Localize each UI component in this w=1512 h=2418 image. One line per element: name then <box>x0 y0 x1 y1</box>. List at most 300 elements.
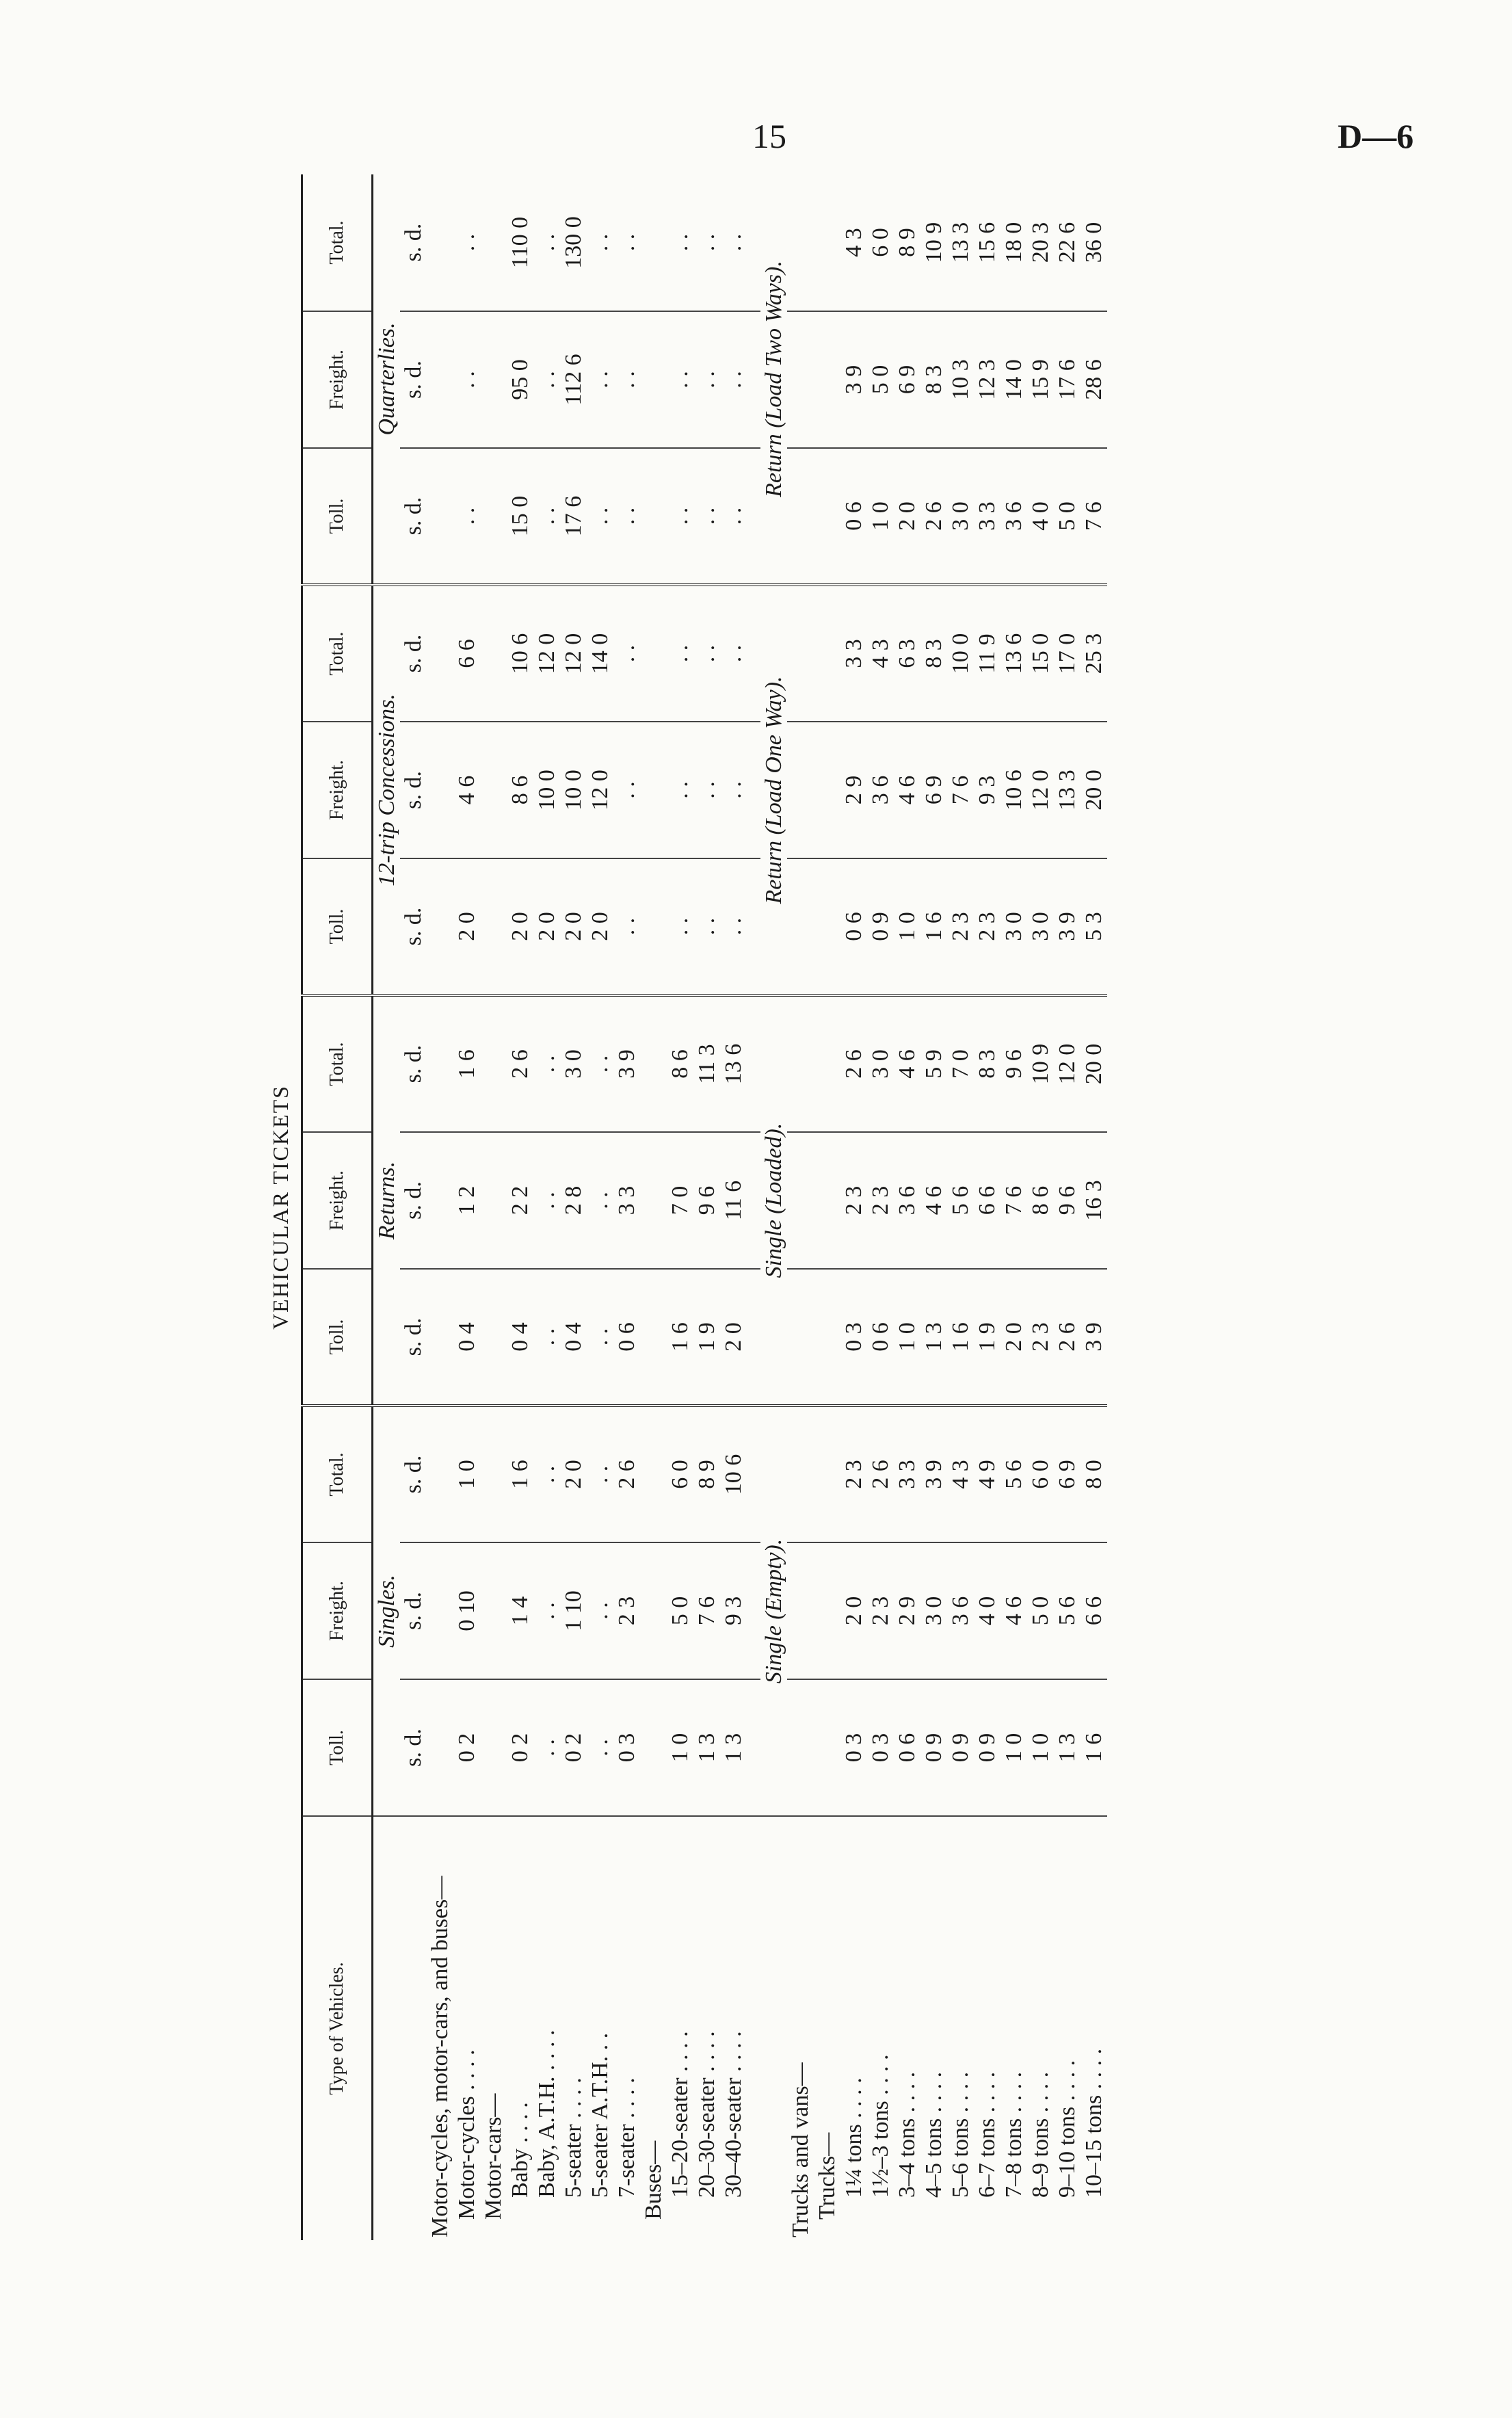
value-cell <box>640 174 667 311</box>
value-cell <box>427 1679 453 1816</box>
value-cell: 2 3 <box>840 1132 867 1269</box>
value-cell: 1 10 <box>560 1542 587 1679</box>
table-row <box>894 174 920 2240</box>
value-cell <box>787 1406 814 1542</box>
value-cell: 1 0 <box>867 448 894 585</box>
value-cell: 13 6 <box>1000 585 1027 722</box>
value-cell: 5 6 <box>1000 1406 1027 1542</box>
value-cell: . . <box>533 1406 560 1542</box>
value-cell <box>640 1406 667 1542</box>
value-cell: 10 6 <box>720 1406 747 1542</box>
value-cell: . . <box>667 585 693 722</box>
value-cell: . . <box>587 448 613 585</box>
value-cell: 0 9 <box>867 858 894 995</box>
vehicle-type-label: 7–8 tons . . . . <box>1000 1816 1027 2240</box>
value-cell: . . <box>533 233 559 252</box>
value-cell: 8 9 <box>894 228 920 257</box>
value-cell: 1 3 <box>920 1269 947 1406</box>
value-cell: 8 3 <box>974 995 1000 1132</box>
header-type: Type of Vehicles. <box>302 1816 373 2240</box>
value-cell: . . <box>533 1679 560 1816</box>
section-heading-row <box>760 174 787 2240</box>
value-cell: 3 3 <box>974 448 1000 585</box>
table-row <box>974 174 1000 2240</box>
value-cell: . . <box>693 311 720 448</box>
value-cell <box>814 1132 840 1269</box>
units-row <box>400 174 427 2240</box>
value-cell: 17 6 <box>560 448 587 585</box>
value-cell: . . <box>613 858 640 995</box>
value-cell: 2 3 <box>840 1406 867 1542</box>
value-cell <box>787 1132 814 1269</box>
section-single-empty: Single (Empty). <box>760 1406 787 1816</box>
value-cell: 9 3 <box>720 1542 747 1679</box>
value-cell <box>480 311 507 448</box>
value-cell: 4 3 <box>867 585 894 722</box>
value-cell: 1 0 <box>894 858 920 995</box>
vehicle-type-label: Baby . . . . <box>507 1816 533 2240</box>
value-cell: 8 6 <box>507 722 533 858</box>
vehicle-type-label: 5–6 tons . . . . <box>947 1816 974 2240</box>
value-cell: 3 9 <box>920 1406 947 1542</box>
value-cell <box>814 311 840 448</box>
value-cell: 130 0 <box>560 216 586 269</box>
table-row <box>453 174 480 2240</box>
value-cell: 1 3 <box>693 1679 720 1816</box>
value-cell: 3 6 <box>867 722 894 858</box>
value-cell: 0 6 <box>894 1679 920 1816</box>
value-cell: 2 6 <box>507 995 533 1132</box>
value-cell <box>640 1269 667 1406</box>
value-cell: 2 0 <box>1000 1269 1027 1406</box>
value-cell <box>640 1542 667 1679</box>
table-row <box>1080 174 1107 2240</box>
value-cell: 0 6 <box>840 858 867 995</box>
value-cell: 25 3 <box>1080 585 1107 722</box>
spacer-row <box>747 174 760 2240</box>
value-cell: 2 3 <box>613 1542 640 1679</box>
value-cell: . . <box>587 1269 613 1406</box>
value-cell: 10 9 <box>920 222 946 263</box>
value-cell <box>427 311 453 448</box>
value-cell: . . <box>587 233 613 252</box>
section-heading-row <box>373 174 401 2240</box>
value-cell <box>787 722 814 858</box>
value-cell: 2 0 <box>453 858 480 995</box>
value-cell <box>480 722 507 858</box>
value-cell: 10 0 <box>533 722 560 858</box>
value-cell: 7 6 <box>947 722 974 858</box>
value-cell: 0 2 <box>453 1679 480 1816</box>
value-cell: 12 0 <box>587 722 613 858</box>
value-cell: 3 9 <box>1080 1269 1107 1406</box>
table-row <box>787 174 814 2240</box>
value-cell: 3 0 <box>1000 858 1027 995</box>
header-total: Total. <box>302 995 373 1132</box>
unit-label: s. d. <box>400 995 427 1132</box>
value-cell: 3 0 <box>1027 858 1054 995</box>
value-cell: 0 2 <box>507 1679 533 1816</box>
value-cell: 6 0 <box>667 1406 693 1542</box>
value-cell: 2 3 <box>867 1542 894 1679</box>
rotated-table-block <box>260 174 1279 2240</box>
header-toll: Toll. <box>302 858 373 995</box>
value-cell <box>480 995 507 1132</box>
vehicle-type-label: Motor-cars— <box>480 1816 507 2240</box>
value-cell <box>640 995 667 1132</box>
value-cell <box>787 174 814 311</box>
value-cell: 5 6 <box>947 1132 974 1269</box>
value-cell: 20 0 <box>1080 722 1107 858</box>
value-cell: 0 4 <box>453 1269 480 1406</box>
value-cell: 15 0 <box>1027 585 1054 722</box>
value-cell: 110 0 <box>507 216 533 269</box>
unit-label: s. d. <box>400 1542 427 1679</box>
value-cell: 112 6 <box>560 311 587 448</box>
value-cell <box>480 1132 507 1269</box>
vehicular-tickets-table <box>301 174 1107 2240</box>
section-singles: Singles. <box>373 1406 401 1816</box>
value-cell: 5 6 <box>1054 1542 1080 1679</box>
value-cell: . . <box>720 448 747 585</box>
value-cell: 8 6 <box>1027 1132 1054 1269</box>
value-cell: 28 6 <box>1080 311 1107 448</box>
value-cell: 13 3 <box>1054 722 1080 858</box>
value-cell <box>787 995 814 1132</box>
unit-label: s. d. <box>400 1679 427 1816</box>
value-cell: 2 9 <box>840 722 867 858</box>
value-cell: 36 0 <box>1080 222 1106 263</box>
value-cell: 2 0 <box>587 858 613 995</box>
value-cell <box>640 858 667 995</box>
value-cell: . . <box>720 233 746 252</box>
value-cell: 3 9 <box>840 311 867 448</box>
value-cell: . . <box>533 1542 560 1679</box>
value-cell <box>480 1679 507 1816</box>
value-cell <box>787 1679 814 1816</box>
vehicle-type-label: 30–40-seater . . . . <box>720 1816 747 2240</box>
value-cell <box>480 1269 507 1406</box>
value-cell <box>427 174 453 311</box>
table-row <box>720 174 747 2240</box>
value-cell <box>427 585 453 722</box>
value-cell: 6 9 <box>894 311 920 448</box>
value-cell: 18 0 <box>1000 222 1026 263</box>
value-cell: 10 3 <box>947 311 974 448</box>
value-cell: . . <box>613 233 639 252</box>
value-cell: 8 0 <box>1080 1406 1107 1542</box>
value-cell <box>427 1406 453 1542</box>
value-cell: 3 6 <box>894 1132 920 1269</box>
value-cell: 14 0 <box>587 585 613 722</box>
value-cell: 0 9 <box>974 1679 1000 1816</box>
table-row <box>840 174 867 2240</box>
value-cell: 5 9 <box>920 995 947 1132</box>
value-cell: 11 9 <box>974 585 1000 722</box>
value-cell: . . <box>613 448 640 585</box>
value-cell: . . <box>453 311 480 448</box>
value-cell: 0 4 <box>507 1269 533 1406</box>
value-cell: 12 0 <box>560 585 587 722</box>
header-total: Total. <box>302 174 373 311</box>
value-cell: . . <box>667 311 693 448</box>
value-cell: 0 9 <box>920 1679 947 1816</box>
value-cell: 3 0 <box>947 448 974 585</box>
vehicle-type-label: 9–10 tons . . . . <box>1054 1816 1080 2240</box>
value-cell: . . <box>613 585 640 722</box>
value-cell: . . <box>667 722 693 858</box>
page-reference: D—6 <box>1338 117 1414 155</box>
value-cell: 4 3 <box>840 228 866 257</box>
value-cell <box>787 1269 814 1406</box>
value-cell: 9 6 <box>1000 995 1027 1132</box>
value-cell: 11 6 <box>720 1132 747 1269</box>
value-cell: 2 0 <box>840 1542 867 1679</box>
table-row <box>560 174 587 2240</box>
value-cell: 5 0 <box>1054 448 1080 585</box>
value-cell: . . <box>533 448 560 585</box>
value-cell: 2 6 <box>613 1406 640 1542</box>
table-row <box>1000 174 1027 2240</box>
value-cell <box>640 448 667 585</box>
value-cell: . . <box>720 722 747 858</box>
unit-label: s. d. <box>400 311 427 448</box>
value-cell: . . <box>720 858 747 995</box>
value-cell: 2 0 <box>894 448 920 585</box>
vehicle-type-label: Motor-cycles, motor-cars, and buses— <box>427 1816 453 2240</box>
vehicle-type-label: 5-seater . . . . <box>560 1816 587 2240</box>
value-cell: 3 0 <box>920 1542 947 1679</box>
vehicle-type-label: 8–9 tons . . . . <box>1027 1816 1054 2240</box>
value-cell <box>480 1406 507 1542</box>
value-cell: 2 6 <box>920 448 947 585</box>
value-cell: . . <box>720 585 747 722</box>
table-row <box>947 174 974 2240</box>
header-total: Total. <box>302 1406 373 1542</box>
value-cell: 15 0 <box>507 448 533 585</box>
value-cell <box>814 1269 840 1406</box>
value-cell: . . <box>533 311 560 448</box>
value-cell: 5 0 <box>667 1542 693 1679</box>
value-cell: . . <box>667 448 693 585</box>
value-cell: . . <box>667 858 693 995</box>
value-cell: 4 9 <box>974 1406 1000 1542</box>
header-freight: Freight. <box>302 311 373 448</box>
value-cell: . . <box>693 585 720 722</box>
vehicle-type-label: 4–5 tons . . . . <box>920 1816 947 2240</box>
value-cell: 7 6 <box>1080 448 1107 585</box>
table-row <box>667 174 693 2240</box>
value-cell: 0 6 <box>867 1269 894 1406</box>
value-cell: 11 3 <box>693 995 720 1132</box>
value-cell: 1 2 <box>453 1132 480 1269</box>
value-cell: . . <box>693 448 720 585</box>
value-cell: . . <box>613 722 640 858</box>
value-cell <box>787 1542 814 1679</box>
value-cell: 1 6 <box>453 995 480 1132</box>
value-cell: 22 6 <box>1054 222 1080 263</box>
vehicle-type-label: 7-seater . . . . <box>613 1816 640 2240</box>
value-cell: 3 6 <box>1000 448 1027 585</box>
vehicle-type-label: 15–20-seater . . . . <box>667 1816 693 2240</box>
value-cell: 13 6 <box>720 995 747 1132</box>
value-cell: 6 0 <box>1027 1406 1054 1542</box>
value-cell: 12 0 <box>533 585 560 722</box>
value-cell: 1 0 <box>1027 1679 1054 1816</box>
header-freight: Freight. <box>302 722 373 858</box>
unit-label: s. d. <box>400 585 427 722</box>
vehicle-type-label: 10–15 tons . . . . <box>1080 1816 1107 2240</box>
table-row <box>640 174 667 2240</box>
table-row <box>480 174 507 2240</box>
value-cell: 2 0 <box>560 1406 587 1542</box>
value-cell: 7 6 <box>1000 1132 1027 1269</box>
value-cell: 3 0 <box>560 995 587 1132</box>
value-cell: . . <box>533 995 560 1132</box>
value-cell <box>480 448 507 585</box>
value-cell: 6 9 <box>1054 1406 1080 1542</box>
value-cell <box>814 858 840 995</box>
value-cell: 1 3 <box>1054 1679 1080 1816</box>
section-return-two-ways: Return (Load Two Ways). <box>760 261 786 497</box>
vehicle-type-label: 5-seater A.T.H. . . <box>587 1816 613 2240</box>
value-cell: 2 0 <box>507 858 533 995</box>
header-freight: Freight. <box>302 1542 373 1679</box>
header-toll: Toll. <box>302 1269 373 1406</box>
value-cell: 1 3 <box>720 1679 747 1816</box>
value-cell <box>427 1132 453 1269</box>
value-cell: 1 6 <box>507 1406 533 1542</box>
value-cell: 5 0 <box>1027 1542 1054 1679</box>
value-cell: 3 0 <box>867 995 894 1132</box>
unit-label: s. d. <box>400 722 427 858</box>
unit-label: s. d. <box>400 858 427 995</box>
value-cell: 17 6 <box>1054 311 1080 448</box>
header-toll: Toll. <box>302 448 373 585</box>
value-cell: 12 0 <box>1027 722 1054 858</box>
value-cell <box>640 722 667 858</box>
value-cell: 0 6 <box>840 448 867 585</box>
value-cell <box>814 1406 840 1542</box>
value-cell <box>814 1679 840 1816</box>
vehicle-type-label: 3–4 tons . . . . <box>894 1816 920 2240</box>
value-cell: . . <box>533 1132 560 1269</box>
value-cell: 95 0 <box>507 311 533 448</box>
section-single-loaded: Single (Loaded). <box>760 995 787 1406</box>
value-cell: 12 3 <box>974 311 1000 448</box>
header-freight: Freight. <box>302 1132 373 1269</box>
value-cell: 2 3 <box>1027 1269 1054 1406</box>
value-cell: 2 6 <box>1054 1269 1080 1406</box>
vehicle-type-label: Trucks and vans— <box>787 1816 814 2240</box>
page-number: 15 <box>752 117 786 155</box>
unit-label: s. d. <box>400 448 427 585</box>
value-cell <box>640 1132 667 1269</box>
section-quarterlies: Quarterlies. <box>373 322 399 436</box>
value-cell: 10 0 <box>560 722 587 858</box>
value-cell: 2 6 <box>867 1406 894 1542</box>
value-cell: 4 0 <box>1027 448 1054 585</box>
value-cell: . . <box>453 233 479 252</box>
value-cell: 4 0 <box>974 1542 1000 1679</box>
value-cell: 1 6 <box>667 1269 693 1406</box>
value-cell: 10 6 <box>507 585 533 722</box>
table-row <box>867 174 894 2240</box>
value-cell: . . <box>613 311 640 448</box>
value-cell: 0 2 <box>560 1679 587 1816</box>
value-cell <box>480 858 507 995</box>
value-cell: 5 3 <box>1080 858 1107 995</box>
value-cell <box>480 174 507 311</box>
value-cell: 2 2 <box>507 1132 533 1269</box>
table-row <box>920 174 947 2240</box>
value-cell: . . <box>587 1406 613 1542</box>
value-cell: 9 6 <box>693 1132 720 1269</box>
table-row <box>533 174 560 2240</box>
value-cell: 20 0 <box>1080 995 1107 1132</box>
value-cell: 1 6 <box>947 1269 974 1406</box>
value-cell <box>814 1542 840 1679</box>
value-cell <box>640 311 667 448</box>
value-cell: 14 0 <box>1000 311 1027 448</box>
value-cell: 16 3 <box>1080 1132 1107 1269</box>
value-cell <box>427 1542 453 1679</box>
table-row <box>587 174 613 2240</box>
value-cell <box>480 1542 507 1679</box>
value-cell: 0 10 <box>453 1542 480 1679</box>
unit-label: s. d. <box>400 1132 427 1269</box>
value-cell: . . <box>587 1132 613 1269</box>
value-cell <box>814 448 840 585</box>
value-cell: 8 3 <box>920 585 947 722</box>
value-cell: 0 9 <box>947 1679 974 1816</box>
value-cell: . . <box>693 722 720 858</box>
value-cell: 1 0 <box>894 1269 920 1406</box>
value-cell: 1 4 <box>507 1542 533 1679</box>
header-row <box>302 174 373 2240</box>
value-cell <box>640 1679 667 1816</box>
value-cell: . . <box>720 311 747 448</box>
value-cell: . . <box>667 233 693 252</box>
section-12-trip: 12-trip Concessions. <box>373 585 401 995</box>
value-cell: 9 3 <box>974 722 1000 858</box>
value-cell: 2 6 <box>840 995 867 1132</box>
value-cell: 4 6 <box>894 995 920 1132</box>
value-cell: . . <box>587 995 613 1132</box>
vehicle-type-label: Motor-cycles . . . . <box>453 1816 480 2240</box>
value-cell: 4 6 <box>1000 1542 1027 1679</box>
value-cell: 7 0 <box>667 1132 693 1269</box>
value-cell: 1 9 <box>693 1269 720 1406</box>
value-cell: 15 9 <box>1027 311 1054 448</box>
value-cell: 20 3 <box>1027 222 1053 263</box>
header-toll: Toll. <box>302 1679 373 1816</box>
value-cell: 1 0 <box>667 1679 693 1816</box>
value-cell: 12 0 <box>1054 995 1080 1132</box>
value-cell: 4 6 <box>920 1132 947 1269</box>
vehicle-type-label: Trucks— <box>814 1816 840 2240</box>
table-title: VEHICULAR TICKETS <box>268 1085 293 1330</box>
value-cell: 2 3 <box>947 858 974 995</box>
value-cell <box>480 585 507 722</box>
value-cell: 17 0 <box>1054 585 1080 722</box>
value-cell: . . <box>533 1269 560 1406</box>
value-cell: 0 3 <box>840 1269 867 1406</box>
value-cell <box>427 722 453 858</box>
value-cell <box>787 448 814 585</box>
table-row <box>507 174 533 2240</box>
unit-label: s. d. <box>400 223 426 262</box>
